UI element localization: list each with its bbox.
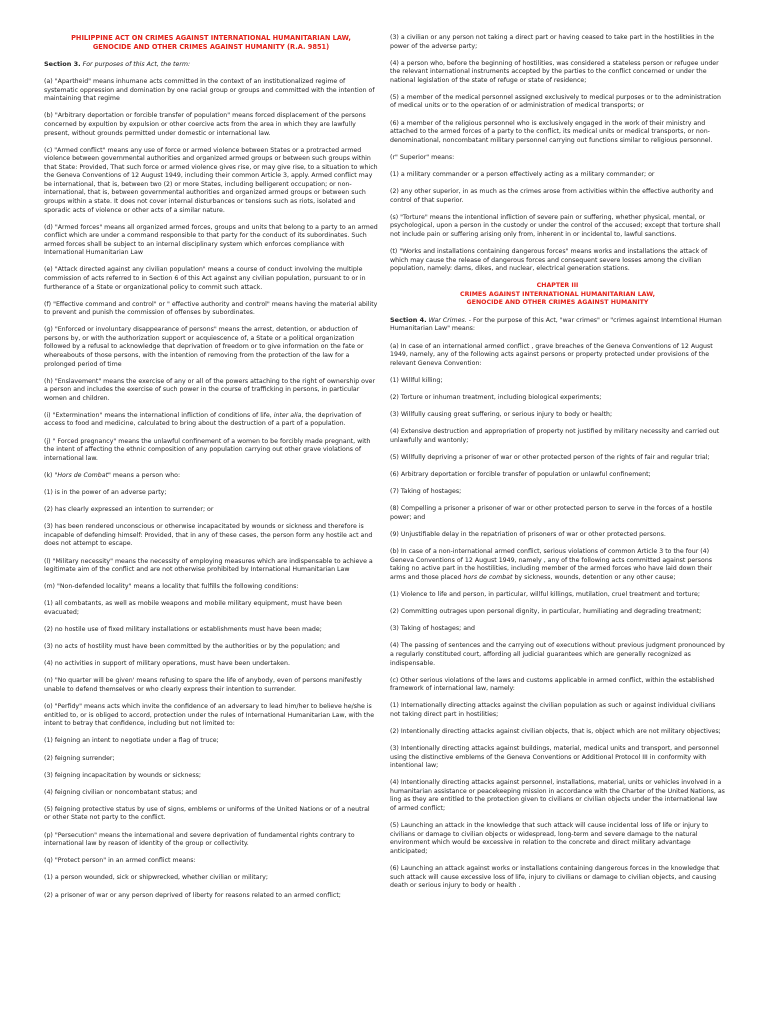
def-deportation: (b) "Arbitrary deportation or forcible transfer of population" means forced displacement of the persons concerned by expultion by expulsion or other coercive acts from the area in which they are lawfully present, without grounds permitted under domestic or international law. xyxy=(44,112,366,137)
def-superior: (r" Superior" means: xyxy=(390,153,455,161)
section-3-intro xyxy=(44,60,378,70)
section-4-heading: Section 4. xyxy=(390,315,427,324)
def-armed-forces: (d) "Armed forces" means all organized armed forces, groups and units that belong to a party to an armed conflict which are under a command responsible to that party for the conduct of its subordinates. Such armed forces shall be subject to an internal disciplinary system which enforces compliance with International Humanitarian Law xyxy=(44,223,378,257)
war-crimes-b-text-a: (b) In case of a non-international armed conflict, serious violations of common Article 3 to the four (4) Geneva Conventions of 12 August 1949, namely , any of the following acts committed against persons taking no active part in the hostilities, including member of the armed forces who have laid down their arms and those placed xyxy=(390,548,713,581)
def-non-defended-locality: (m) "Non-defended locality" means a locality that fulfills the following conditions: xyxy=(44,583,299,591)
list-item: (3) feigning incapacitation by wounds or sickness; xyxy=(44,771,201,779)
list-item: (6) Arbitrary deportation or forcible transfer of population or unlawful confinement; xyxy=(390,471,651,479)
def-persecution: (p) "Persecution" means the international and severe deprivation of fundamental rights contrary to international law by reason of identity of the group or collectivity. xyxy=(44,831,355,848)
def-extermination xyxy=(44,412,378,429)
list-item: (2) a prisoner of war or any person deprived of liberty for reasons related to an armed conflict; xyxy=(44,891,341,899)
list-item: (2) Committing outrages upon personal dignity, in particular, humiliating and degrading treatment; xyxy=(390,608,702,616)
def-attack-civilian: (e) "Attack directed against any civilian population" means a course of conduct involving the multiple commission of acts referred to in Section 6 of this Act against any civilian population, pursuant to or in furtherance of a State or organizational policy to commit such attack. xyxy=(44,266,366,291)
list-item: (4) Extensive destruction and appropriation of property not justified by military necessity and carried out unlawfully and wantonly; xyxy=(390,428,720,444)
list-item: (4) a person who, before the beginning of hostilities, was considered a stateless person or refugee under the relevant international instruments accepted by the parties to the conflict concerned or under the national legislation of the state of refuge or state of residence; xyxy=(390,59,719,84)
war-crimes-a: (a) In case of an international armed conflict , grave breaches of the Geneva Conventions of 12 August 1949, namely, any of the following acts against persons or property protected under provisions of the relevant Geneva Convention: xyxy=(390,342,713,367)
def-dangerous-forces: (t) "Works and installations containing dangerous forces" means works and installations the attack of which may cause the release of dangerous forces and consequent severe losses among the civilian population, namely: dams, dikes, and nuclear, electrical generation stations. xyxy=(390,248,708,273)
title-line-1: PHILIPPINE ACT ON CRIMES AGAINST INTERNATIONAL HUMANITARIAN LAW, xyxy=(71,34,351,42)
list-item: (1) all combatants, as well as mobile weapons and mobile military equipment, must have been evacuated; xyxy=(44,600,342,616)
list-item: (1) a military commander or a person effectively acting as a military commander; or xyxy=(390,170,655,178)
section-4-body: - For the purpose of this Act, "war crimes" or "crimes against Interntional Human Humanitarian Law" means: xyxy=(390,316,722,333)
right-column xyxy=(390,34,725,899)
list-item: (2) feigning surrender; xyxy=(44,754,115,762)
def-enslavement: (h) "Enslavement" means the exercise of any or all of the powers attaching to the right of ownership over a person and includes the exercise of such power in the course of trafficking in persons, in particular women and children. xyxy=(44,377,376,402)
list-item: (3) Intentionally directing attacks against buildings, material, medical units and transport, and personnel using the distinctive emblems of the Geneva Conventions or Additional Protocol III in conformity with intentional law; xyxy=(390,745,719,770)
def-hors-text-a: (k) " xyxy=(44,471,58,479)
def-hors-text-b: " means a person who: xyxy=(108,471,181,479)
def-military-necessity: (l) "Military necessity" means the necessity of employing measures which are indispensable to achieve a legitimate aim of the conflict and are not otherwise prohibited by International Humanitarian Law xyxy=(44,557,373,574)
section-3-heading: Section 3. xyxy=(44,60,81,69)
def-extermination-text-a: (i) "Extermination" means the international infliction of conditions of life, xyxy=(44,411,274,419)
list-item: (8) Compelling a prisoner a prisoner of war or other protected person to serve in the forces of a hostile power; and xyxy=(390,505,713,521)
war-crimes-b-em: hors de combat xyxy=(463,573,513,581)
list-item: (2) Torture or inhuman treatment, including biological experiments; xyxy=(390,393,602,401)
list-item: (3) a civilian or any person not taking a direct part or having ceased to take part in the hostilities in the power of the adverse party; xyxy=(390,34,715,50)
def-effective-command: (f) "Effective command and control" or " effective authority and control" means having the material ability to prevent and punish the commission of offenses by subordinates. xyxy=(44,300,378,317)
war-crimes-b-text-b: by sickness, wounds, detention or any other cause; xyxy=(512,573,676,581)
list-item: (1) a person wounded, sick or shipwrecked, whether civilian or military; xyxy=(44,874,268,882)
def-protected-person: (q) "Protect person" in an armed conflict means: xyxy=(44,857,196,865)
def-enforced-disappearance: (g) "Enforced or involuntary disappearance of persons" means the arrest, detention, or abduction of persons by, or with the authorization support or acquiescence of, a State or a political organization followed by a refusal to acknowledge that deprivation of freedom or to give information on the fate or whereabouts of those persons, with the intention of removing from the protection of the law for a prolonged period of time xyxy=(44,326,364,368)
def-apartheid: (a) "Apartheid" means inhumane acts committed in the context of an institutionalized regime of systematic oppression and domination by one racial group or groups and committed with the intention of maintaining that regime xyxy=(44,78,375,103)
list-item: (2) has clearly expressed an intention to surrender; or xyxy=(44,506,214,514)
section-3-intro-text: For purposes of this Act, the term: xyxy=(82,61,191,69)
section-4-title: War Crimes. xyxy=(428,316,467,324)
list-item: (3) has been rendered unconscious or otherwise incapacitated by wounds or sickness and therefore is incapable of defending himself: Provided, that in any of these cases, the person form any hostile act and does not attempt to escape. xyxy=(44,523,373,548)
def-no-quarter: (n) "No quarter will be given' means refusing to spare the life of anybody, even of persons manifestly unable to defend themselves or who clearly express their intention to surrender. xyxy=(44,677,362,693)
list-item: (4) no activities in support of military operations, must have been undertaken. xyxy=(44,660,290,668)
section-4-intro xyxy=(390,316,725,334)
list-item: (2) no hostile use of fixed military installations or establishments must have been made; xyxy=(44,626,322,634)
list-item: (2) any other superior, in as much as the crimes arose from activities within the effective authority and control of that superior. xyxy=(390,188,714,204)
document-title xyxy=(44,34,378,51)
list-item: (1) Willful killing; xyxy=(390,376,443,384)
def-hors-em: Hors de Combat xyxy=(57,471,109,479)
list-item: (5) feigning protective status by use of signs, emblems or uniforms of the United Nations or of a neutral or other State not party to the conflict. xyxy=(44,805,370,822)
chapter-heading xyxy=(390,282,725,308)
war-crimes-b xyxy=(390,548,725,582)
list-item: (1) Internationally directing attacks against the civilian population as such or against individual civilians not taking direct part in hostilities; xyxy=(390,702,716,718)
list-item: (5) Willfully depriving a prisoner of war or other protected person of the rights of fair and regular trial; xyxy=(390,453,710,461)
chapter-title-line-1: CRIMES AGAINST INTERNATIONAL HUMANITARIAN LAW, xyxy=(459,290,656,298)
chapter-title-line-2: GENOCIDE AND OTHER CRIMES AGAINST HUMANITY xyxy=(466,299,649,307)
list-item: (5) Launching an attack in the knowledge that such attack will cause incidental loss of life or injury to civilians or damage to civilian objects or widespread, long-term and severe damage to the natural environment which would be excessive in relation to the concrete and direct military advantage anticipated; xyxy=(390,822,709,855)
list-item: (3) Willfully causing great suffering, or serious injury to body or health; xyxy=(390,411,613,419)
list-item: (7) Taking of hostages; xyxy=(390,488,462,496)
list-item: (9) Unjustifiable delay in the repatriation of prisoners of war or other protected persons. xyxy=(390,531,666,539)
list-item: (6) a member of the religious personnel who is exclusively engaged in the work of their ministry and attached to the armed forces of a party to the conflict, its medical units or medical transports, or non-denominational, noncombatant military personnel carrying out functions similar to religious personnel. xyxy=(390,119,713,144)
list-item: (3) no acts of hostility must have been committed by the authorities or by the population; and xyxy=(44,643,340,651)
list-item: (1) Violence to life and person, in particular, willful killings, mutilation, cruel treatment and torture; xyxy=(390,590,700,598)
list-item: (5) a member of the medical personnel assigned exclusively to medical purposes or to the administration of medical units or to the operation of or administration of medical transports; or xyxy=(390,93,721,110)
def-extermination-em: inter alia xyxy=(273,411,302,419)
war-crimes-c: (c) Other serious violations of the laws and customs applicable in armed conflict, within the established framework of international law, namely: xyxy=(390,676,715,693)
left-column xyxy=(44,34,378,909)
list-item: (2) Intentionally directing attacks against civilian objects, that is, object which are not military objectives; xyxy=(390,728,721,736)
def-armed-conflict: (c) "Armed conflict" means any use of force or armed violence between States or a protracted armed violence between governmental authorities and organized armed groups or between such groups within that State: Provided, That such force or armed violence gives rise, or may give rise, to a situation to which the Geneva Conventions of 12 August 1949, including their common Article 3, apply. Armed conflict may be international, that is, between two (2) or more States, including belligerent occupation; or non-international, that is, between governmental authorities and organized armed groups or between such groups within a state. It does not cover internal disturbances or tensions such as riots, isolated and sporadic acts of violence or other acts of a similar nature. xyxy=(44,146,378,214)
def-hors-de-combat xyxy=(44,472,378,481)
title-line-2: GENOCIDE AND OTHER CRIMES AGAINST HUMANITY (R.A. 9851) xyxy=(92,42,330,51)
def-extermination-text-b: , the deprivation of access to food and medicine, calculated to bring about the destruction of a part of a population. xyxy=(44,411,362,428)
def-forced-pregnancy: (j) " Forced pregnancy" means the unlawful confinement of a women to be forcibly made pregnant, with the intent of affecting the ethnic composition of any population carrying out other grave violations of international law. xyxy=(44,437,371,462)
chapter-number: CHAPTER III xyxy=(536,282,579,290)
list-item: (1) is in the power of an adverse party; xyxy=(44,489,167,496)
list-item: (1) feigning an intent to negotiate under a flag of truce; xyxy=(44,737,219,745)
def-torture: (s) "Torture" means the intentional infliction of severe pain or suffering, whether physical, mental, or psychological, upon a person in the custody or under the control of the accused; except that torture shall not include pain or suffering arising only from, inherent in or incidental to, lawful sanctions. xyxy=(390,213,721,238)
list-item: (4) feigning civilian or noncombatant status; and xyxy=(44,788,198,796)
list-item: (4) The passing of sentences and the carrying out of executions without previous judgment pronounced by a regularly constituted court, affording all judicial guarantees which are generally recognized as indispensable. xyxy=(390,642,725,667)
list-item: (6) Launching an attack against works or installations containing dangerous forces in the knowledge that such attack will cause excessive loss of life, injury to civilians or damage to civilian objects, and causing death or serious injury to body or health . xyxy=(390,864,720,890)
list-item: (3) Taking of hostages; and xyxy=(390,625,475,633)
def-perfidy: (o) "Perfidy" means acts which invite the confidence of an adversary to lead him/her to believe he/she is entitled to, or is obliged to accord, protection under the rules of International Humanitarian Law, with the intent to betray that confidence, including but not limited to: xyxy=(44,703,375,728)
list-item: (4) Intentionally directing attacks against personnel, installations, material, units or vehicles involved in a humanitarian assistance or peacekeeping mission in accordance with the Charter of the United Nations, as ling as they are entitled to the protection given to civilians or civilian objects under the international law of armed conflict; xyxy=(390,779,725,813)
